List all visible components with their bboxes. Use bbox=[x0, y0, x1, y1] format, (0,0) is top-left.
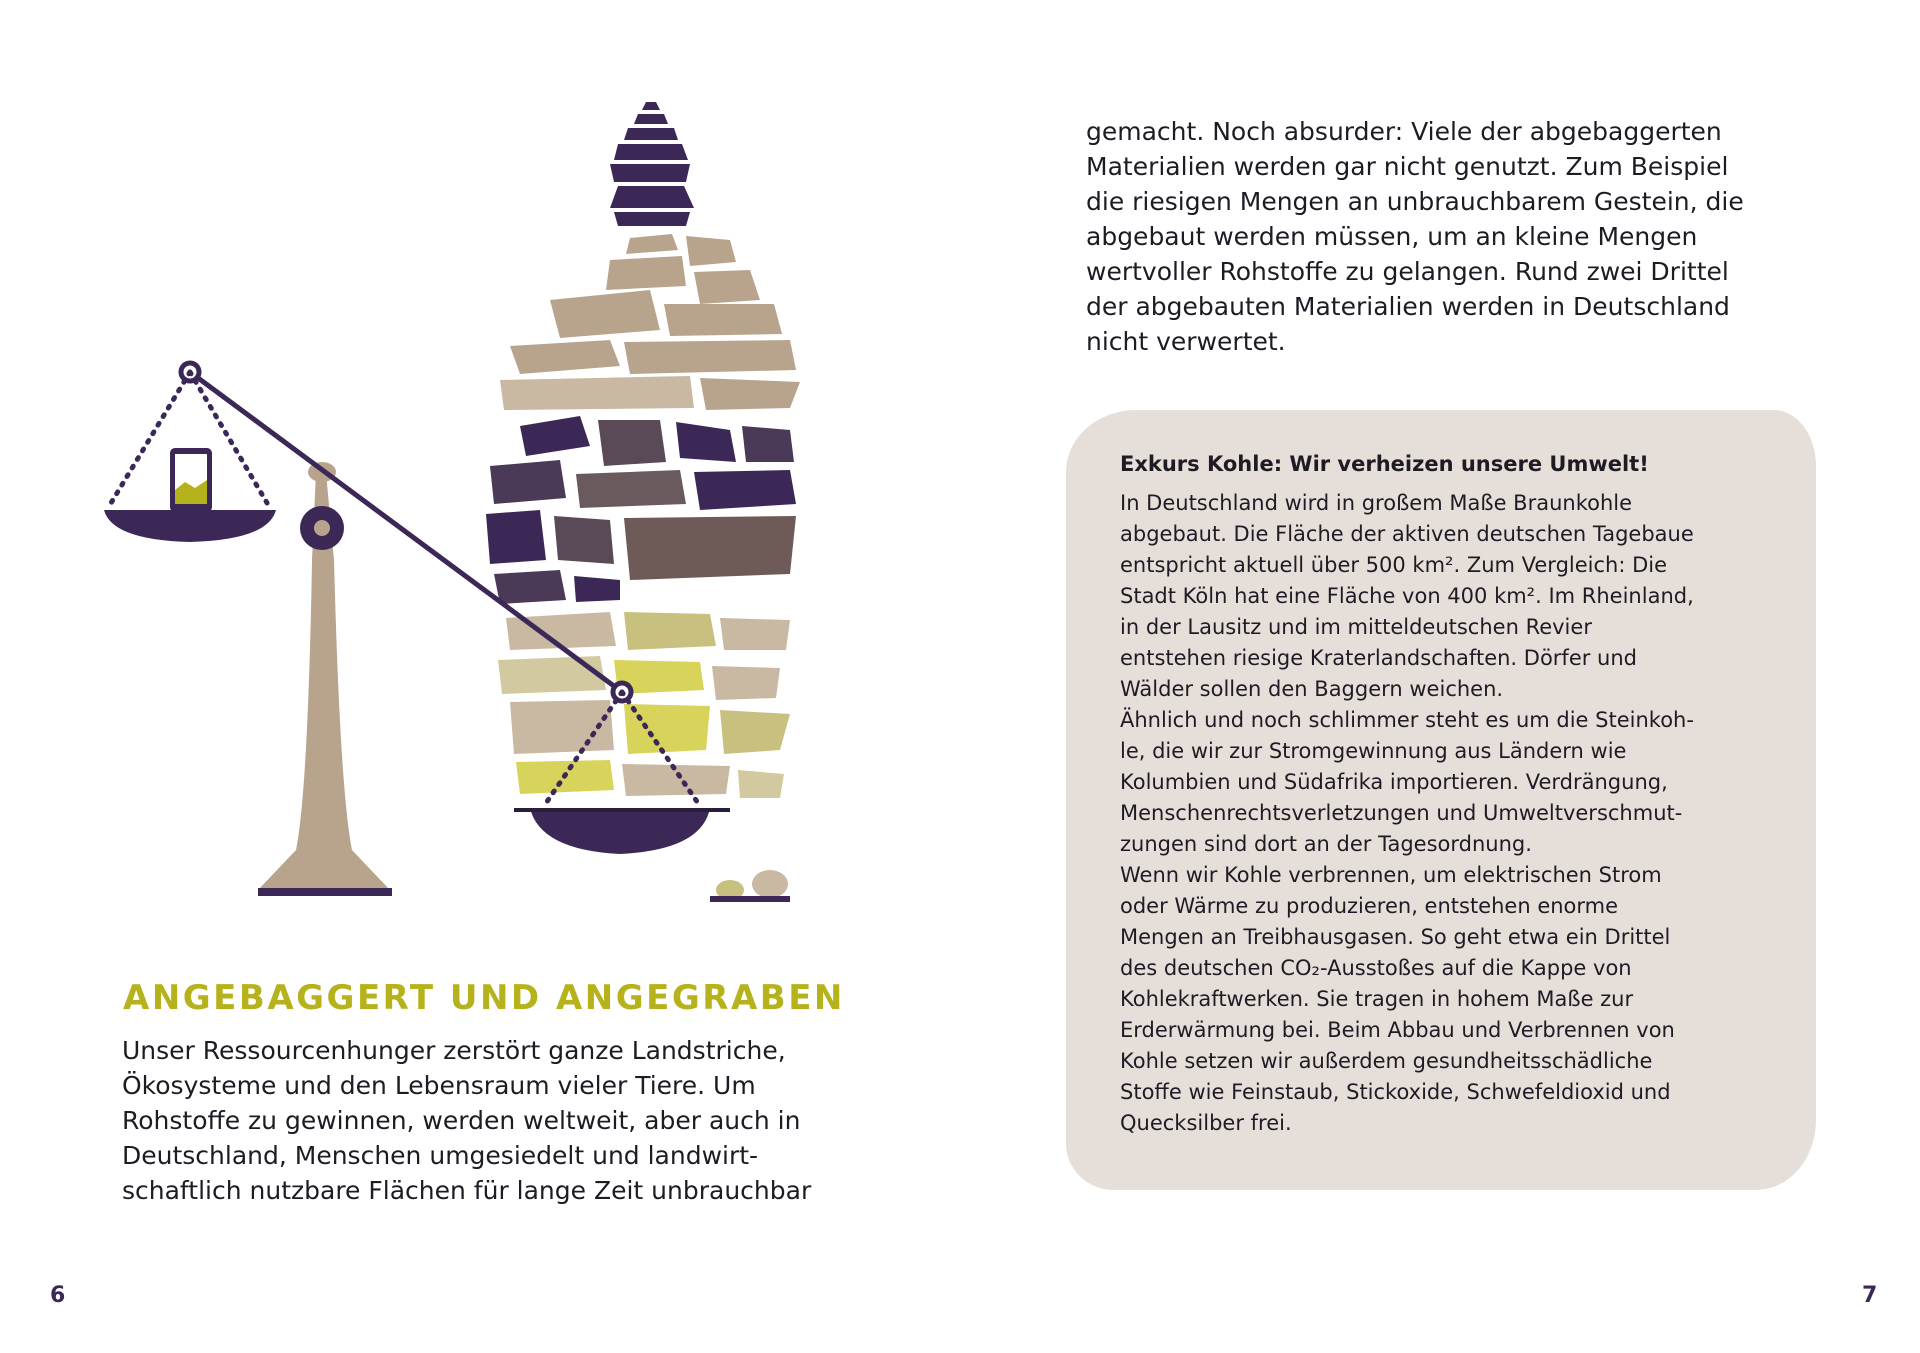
exkurs-text: In Deutschland wird in großem Maße Braunkohle abgebaut. Die Fläche der aktiven deutschen Tagebaue entspricht aktuell über 500 km². Zum Vergleich: Die Stadt Köln hat eine Fläche von 400 km². Im Rheinland, in der Lausitz und im mitteldeutschen Revier entstehen riesige Kraterlandschaften. Dörfer und Wälder sollen den Baggern weichen. Ähnlich und noch schlimmer steht es um die Steinkoh- le, die wir zur Stromgewinnung aus Ländern wie Kolumbien und Südafrika importieren. Verdrängung, Menschenrechtsverletzungen und Umweltverschmut- zungen sind dort an der Tagesordnung. Wenn wir Kohle verbrennen, um elektrischen Strom oder Wärme zu produzieren, entstehen enorme Mengen an Treibhausgasen. So geht etwa ein Drittel des deutschen CO₂-Ausstoßes auf die Kappe von Kohlekraftwerken. Sie tragen in hohem Maße zur Erderwärmung bei. Beim Abbau und Verbrennen von Kohle setzen wir außerdem gesundheitsschädliche Stoffe wie Feinstaub, Stickoxide, Schwefeldioxid und Quecksilber frei. bbox=[1120, 491, 1694, 1135]
scale-and-rocks-illustration bbox=[90, 90, 880, 940]
exkurs-title: Exkurs Kohle: Wir verheizen unsere Umwelt! bbox=[1120, 452, 1649, 476]
section-heading: ANGEBAGGERT UND ANGEGRABEN bbox=[123, 978, 845, 1018]
stacked-rocks-icon bbox=[486, 102, 800, 854]
page-number-right: 7 bbox=[1862, 1283, 1878, 1308]
page-number-left: 6 bbox=[50, 1283, 66, 1308]
pebbles-icon bbox=[710, 870, 790, 902]
right-body-text: gemacht. Noch absurder: Viele der abgebaggerten Materialien werden gar nicht genutzt. Zum Beispiel die riesigen Mengen an unbrauchbarem Gestein, die abgebaut werden müssen, um an kleine Mengen wertvoller Rohstoffe zu gelangen. Rund zwei Drittel der abgebauten Materialien werden in Deutschland nicht verwertet. bbox=[1086, 117, 1744, 356]
left-body-text: Unser Ressourcenhunger zerstört ganze Landstriche, Ökosysteme und den Lebensraum vieler Tiere. Um Rohstoffe zu gewinnen, werden weltweit, aber auch in Deutschland, Menschen umgesiedelt und landwirt- schaftlich nutzbare Flächen für lange Zeit unbrauchbar bbox=[122, 1036, 812, 1205]
smartphone-icon bbox=[170, 448, 212, 512]
